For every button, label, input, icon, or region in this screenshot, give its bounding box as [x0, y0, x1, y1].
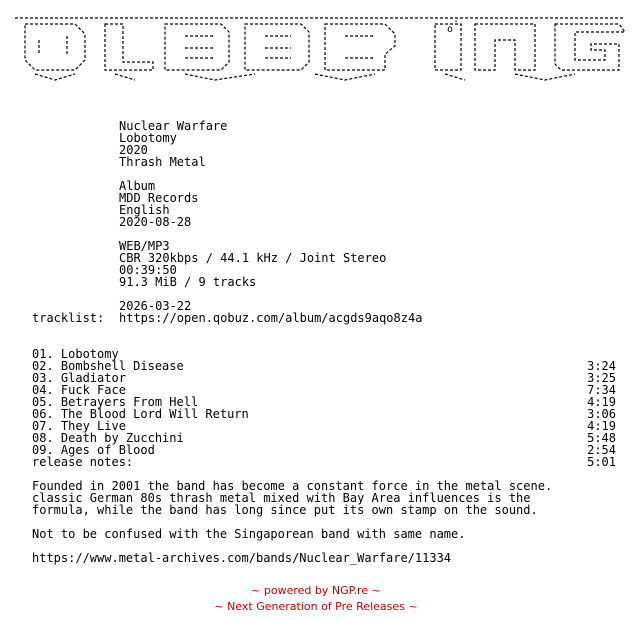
info-artist [0, 96, 228, 133]
info-value: Nuclear Warfare [119, 119, 228, 133]
info-value: 2026-03-22 [119, 299, 192, 313]
powered-by-footer[interactable]: ~ powered by NGP.re ~ [251, 584, 381, 597]
track-duration: 5:01 [587, 455, 616, 469]
info-value: MDD Records [119, 191, 199, 205]
track-duration: 4:19 [587, 395, 616, 409]
track-title: 04. Fuck Face [32, 383, 126, 397]
track-duration: 7:34 [587, 383, 616, 397]
tracklist-heading: tracklist: [32, 311, 105, 325]
release-notes-line: formula, while the band has long since put its own stamp on the sound. [32, 503, 538, 517]
info-value: English [119, 203, 170, 217]
info-value: 91.3 MiB / 9 tracks [119, 275, 257, 289]
track-title: 07. They Live [32, 419, 126, 433]
info-value: CBR 320kbps / 44.1 kHz / Joint Stereo [119, 251, 387, 265]
release-notes-line: classic German 80s thrash metal mixed with Bay Area influences is the [32, 491, 531, 505]
track-title: 05. Betrayers From Hell [32, 395, 199, 409]
info-value: 2020 [119, 143, 148, 157]
info-value: Thrash Metal [119, 155, 206, 169]
tagline-footer: ~ Next Generation of Pre Releases ~ [214, 600, 418, 613]
release-notes-line: Founded in 2001 the band has become a constant force in the metal scene. [32, 479, 553, 493]
info-value: 00:39:50 [119, 263, 177, 277]
metal-archives-link[interactable]: https://www.metal-archives.com/bands/Nuclear_Warfare/11334 [32, 551, 452, 565]
info-value: Album [119, 179, 156, 193]
track-title: 06. The Blood Lord Will Return [32, 407, 249, 421]
track-title: 08. Death by Zucchini [32, 431, 184, 445]
track-duration: 3:24 [587, 359, 616, 373]
track-duration: 5:48 [587, 431, 616, 445]
track-duration: 4:19 [587, 419, 616, 433]
track-title: 09. Ages of Blood [32, 443, 155, 457]
track-duration: 2:54 [587, 443, 616, 457]
source-url-link[interactable]: https://open.qobuz.com/album/acgds9aqo8z4a [119, 311, 423, 325]
release-notes-extra: Not to be confused with the Singaporean band with same name. [32, 527, 466, 541]
svg-text:.: . [453, 14, 460, 25]
track-title: 03. Gladiator [32, 371, 126, 385]
track-duration: 3:06 [587, 407, 616, 421]
info-value: WEB/MP3 [119, 239, 170, 253]
svg-text:o: o [447, 24, 454, 35]
track-duration: 3:25 [587, 371, 616, 385]
track-title: 02. Bombshell Disease [32, 359, 184, 373]
track-title: 01. Lobotomy [32, 347, 119, 361]
info-type [0, 156, 156, 193]
release-notes-heading: release notes: [32, 455, 134, 469]
info-rip-date [0, 276, 192, 313]
info-value: 2020-08-28 [119, 215, 192, 229]
ascii-logo [15, 10, 625, 86]
info-value: Lobotomy [119, 131, 177, 145]
